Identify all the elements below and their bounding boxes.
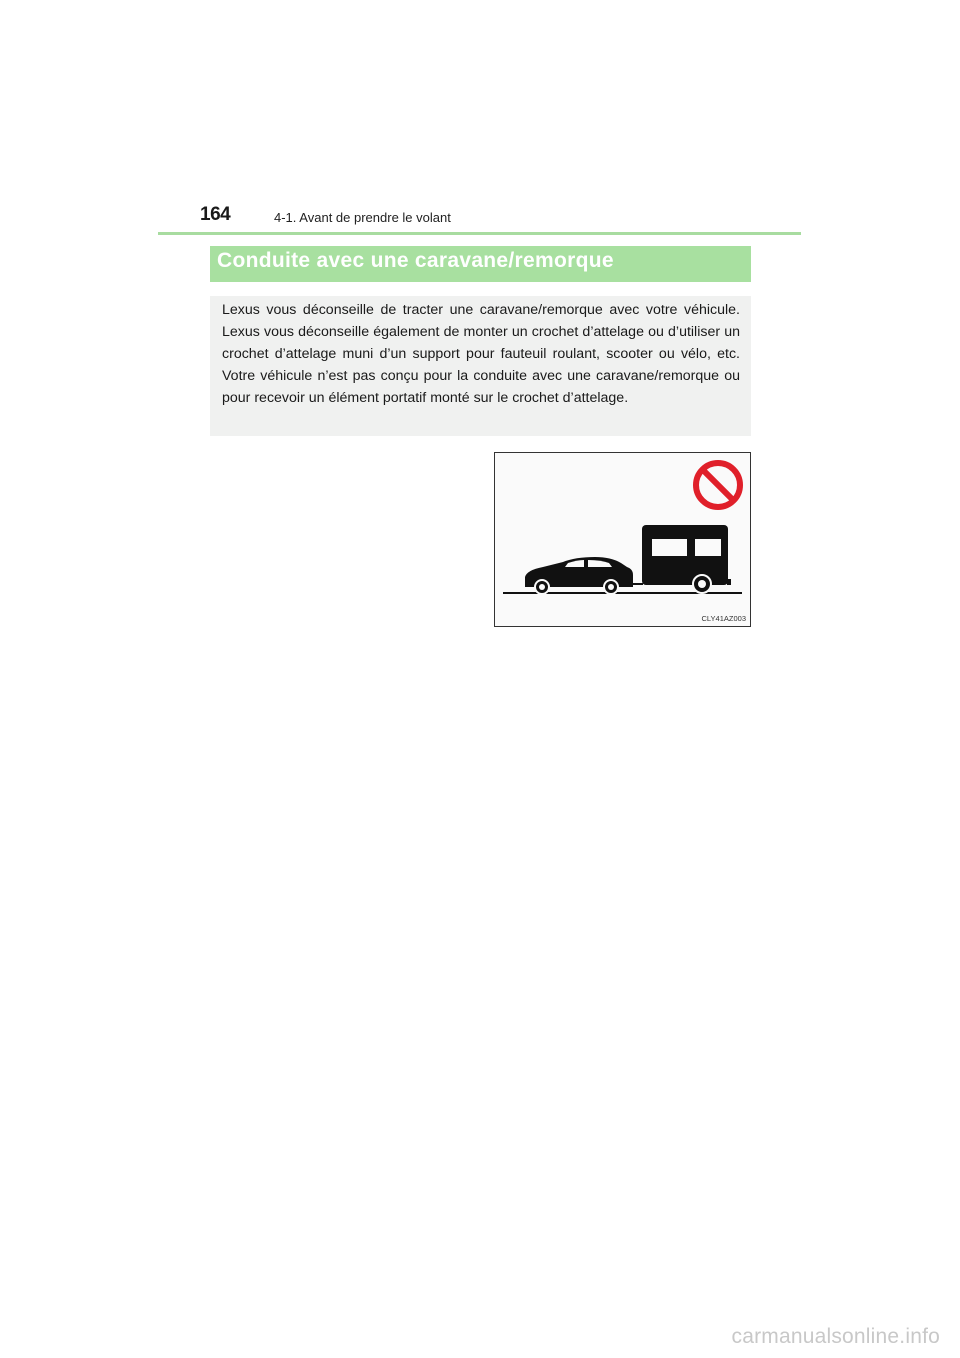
car-towing-trailer-drawing bbox=[495, 453, 750, 626]
section-title: Conduite avec une caravane/remorque bbox=[217, 249, 614, 272]
watermark: carmanualsonline.info bbox=[731, 1325, 940, 1348]
header-divider bbox=[158, 232, 801, 235]
towing-prohibited-illustration bbox=[494, 452, 751, 627]
chapter-title: 4-1. Avant de prendre le volant bbox=[274, 210, 451, 225]
trailer-icon bbox=[642, 525, 731, 593]
prohibition-icon bbox=[696, 463, 740, 507]
notice-box bbox=[210, 296, 751, 436]
car-icon bbox=[525, 557, 633, 594]
figure-code: CLY41AZ003 bbox=[701, 614, 746, 623]
page-number: 164 bbox=[200, 204, 231, 225]
section-banner bbox=[210, 246, 751, 282]
notice-text: Lexus vous déconseille de tracter une caravane/remorque avec votre véhicule. Lexus vous déconseille également de monter un crochet d’attelage ou d’utiliser un crochet d’attelage muni d’un support pour fauteuil roulant, scooter ou vélo, etc. Votre véhicule n’est pas conçu pour la conduite avec une caravane/remorque ou pour recevoir un élément portatif monté sur le crochet d’attelage. bbox=[222, 302, 740, 406]
